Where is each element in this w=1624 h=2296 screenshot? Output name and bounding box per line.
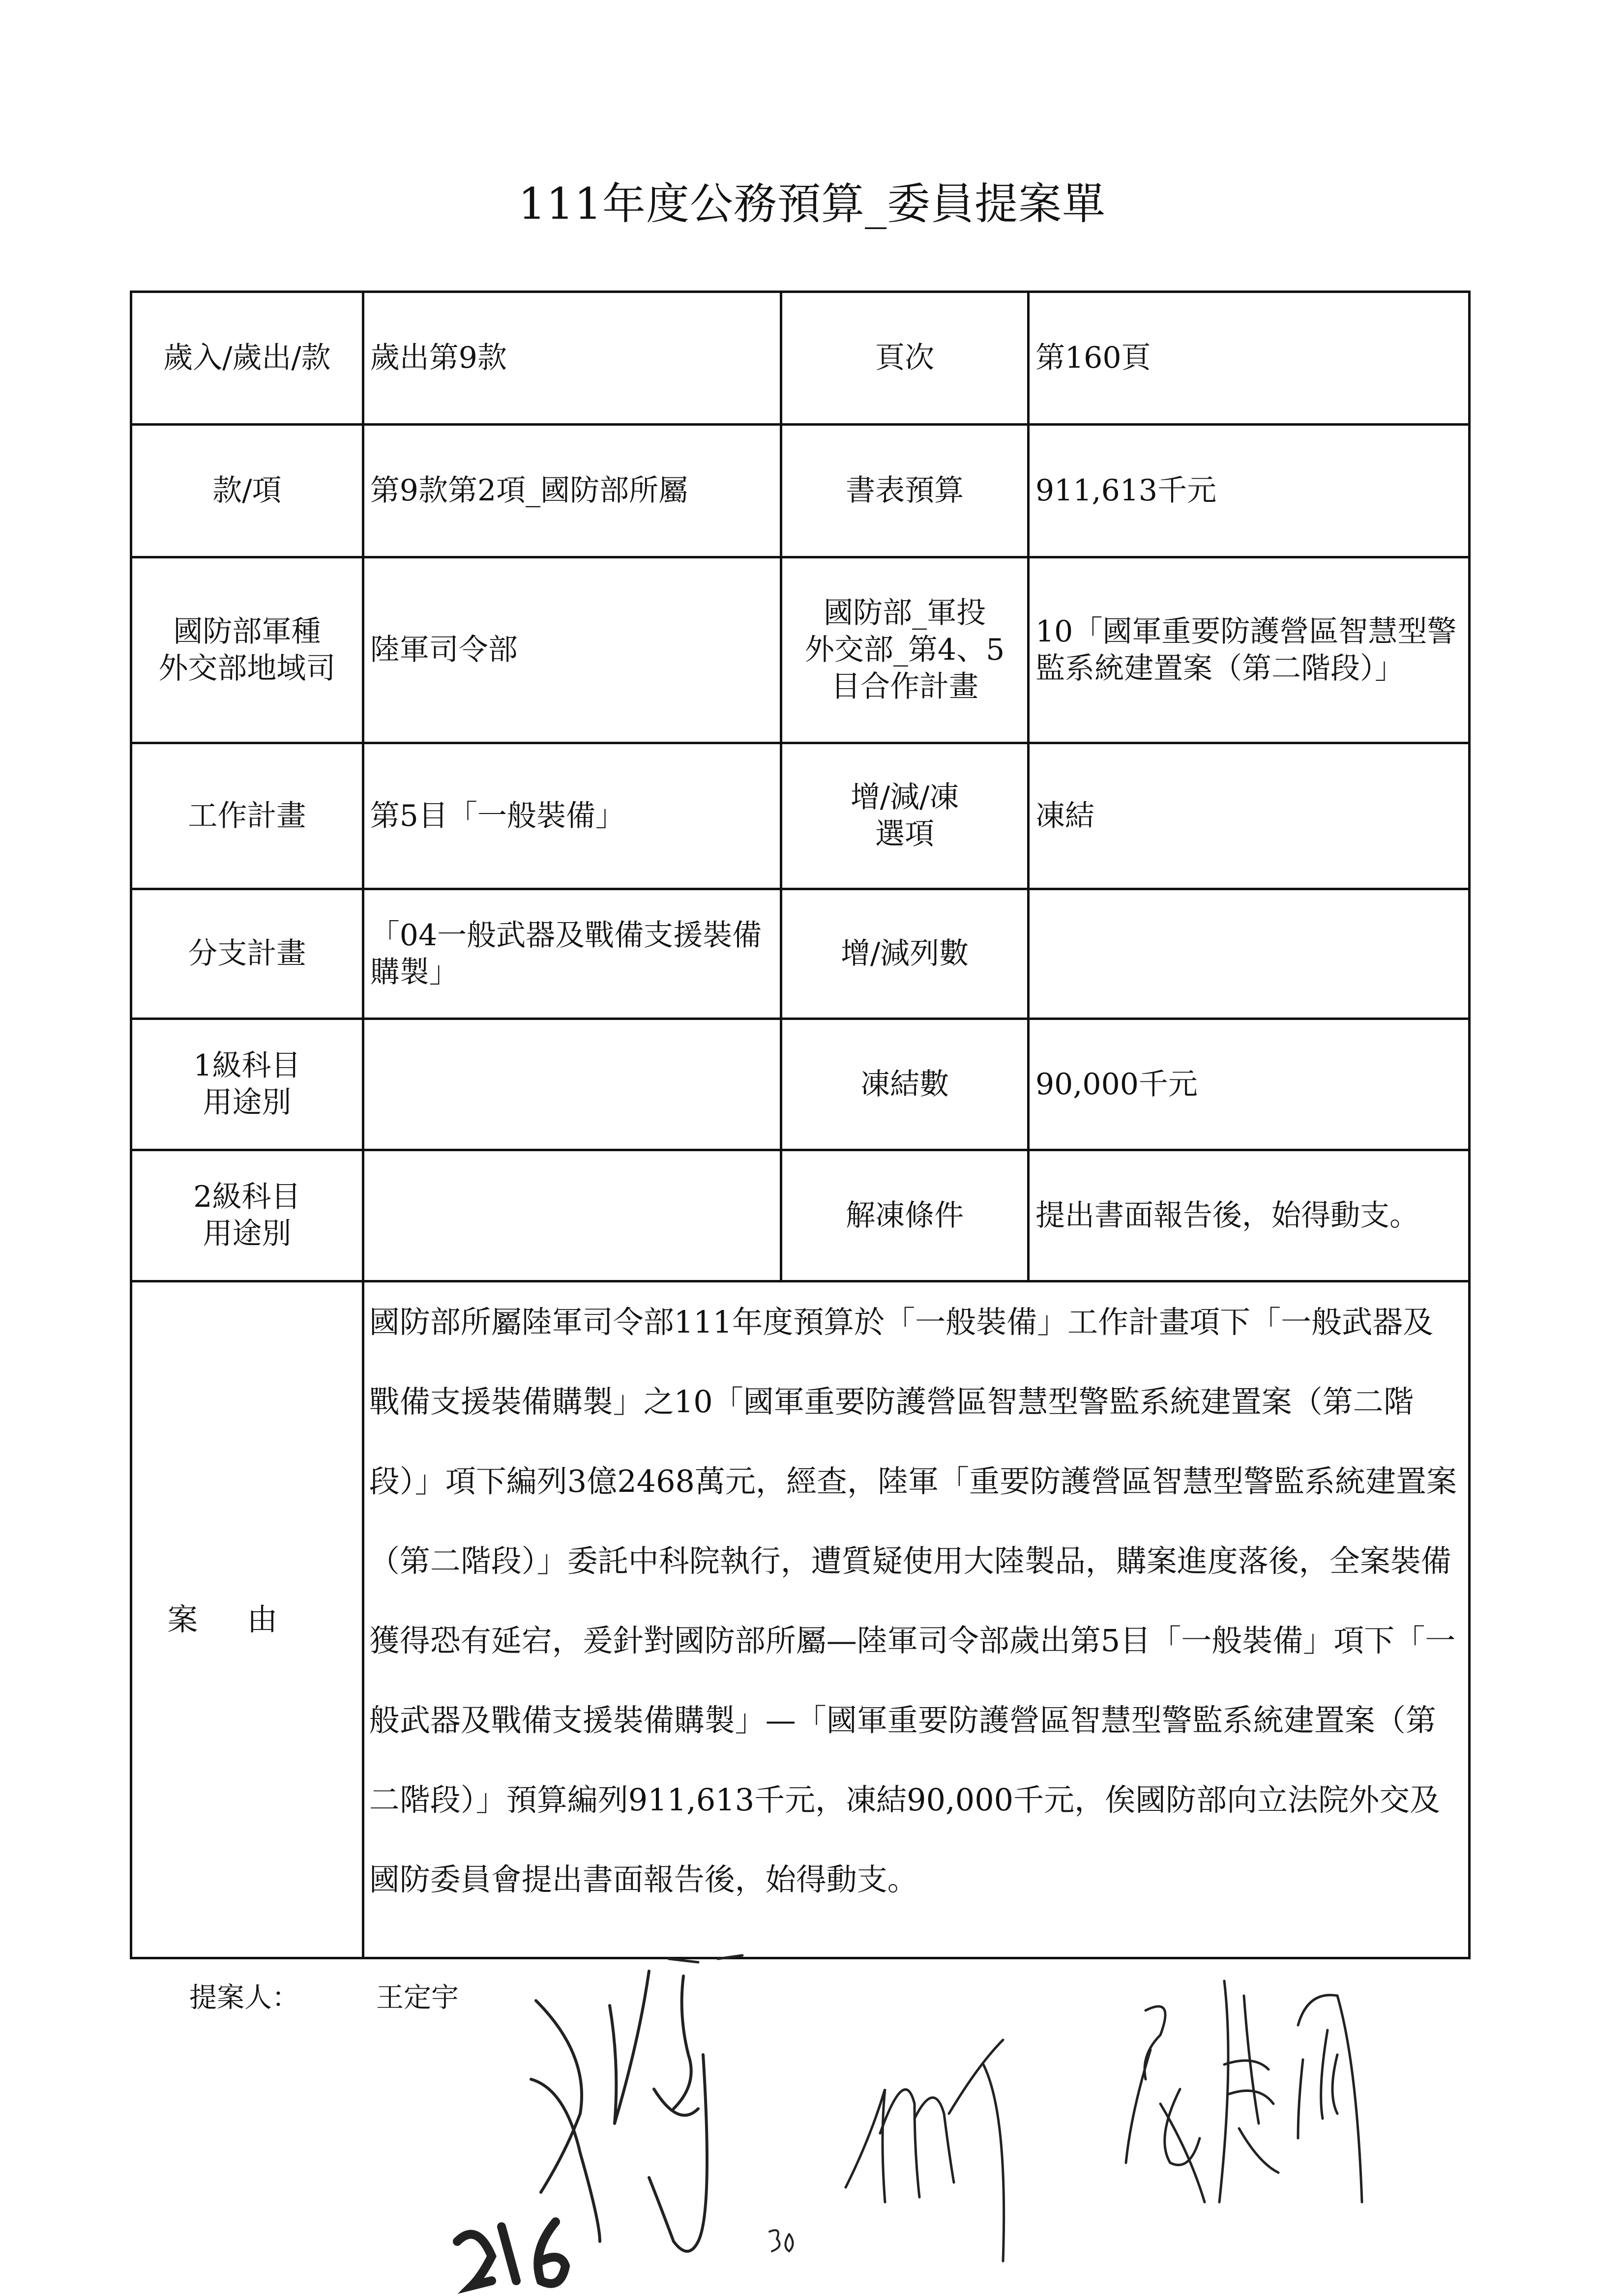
field-label: 增/減/凍 選項 <box>781 743 1029 889</box>
field-label: 頁次 <box>781 292 1029 425</box>
handwritten-number-216 <box>457 2222 565 2286</box>
page-title: 111年度公務預算_委員提案單 <box>518 178 1106 229</box>
field-value: 第160頁 <box>1028 292 1469 425</box>
field-value: 「04一般武器及戰備支援裝備購製」 <box>363 889 781 1019</box>
case-label: 案由 <box>131 1281 363 1958</box>
field-label: 1級科目 用途別 <box>131 1019 363 1150</box>
field-value: 90,000千元 <box>1028 1019 1469 1150</box>
field-label: 書表預算 <box>781 425 1029 557</box>
field-label: 2級科目 用途別 <box>131 1150 363 1281</box>
field-value: 凍結 <box>1028 743 1469 889</box>
field-value: 陸軍司令部 <box>363 557 781 743</box>
signature-3 <box>1126 1981 1362 2202</box>
case-text: 國防部所屬陸軍司令部111年度預算於「一般裝備」工作計畫項下「一般武器及戰備支援裝備購製」之10「國軍重要防護營區智慧型警監系統建置案（第二階段）」項下編列3億2468萬元，經查，陸軍「重要防護營區智慧型警監系統建置案（第二階段）」委託中科院執行，遭質疑使用大陸製品，購案進度落後，全案裝備獲得恐有延宕，爰針對國防部所屬—陸軍司令部歲出第5目「一般裝備」項下「一般武器及戰備支援裝備購製」—「國軍重要防護營區智慧型警監系統建置案（第二階段）」預算編列911,613千元，凍結90,000千元，俟國防部向立法院外交及國防委員會提出書面報告後，始得動支。 <box>363 1281 1469 1958</box>
field-label: 凍結數 <box>781 1019 1029 1150</box>
field-label: 工作計畫 <box>131 743 363 889</box>
field-value: 第5目「一般裝備」 <box>363 743 781 889</box>
field-value: 911,613千元 <box>1028 425 1469 557</box>
field-value: 提出書面報告後，始得動支。 <box>1028 1150 1469 1281</box>
proposer-label: 提案人： <box>189 1982 299 2014</box>
field-label: 解凍條件 <box>781 1150 1029 1281</box>
field-label: 歲入/歲出/款 <box>131 292 363 425</box>
signature-1 <box>531 1971 707 2251</box>
field-label: 分支計畫 <box>131 889 363 1019</box>
field-label: 增/減列數 <box>781 889 1029 1019</box>
proposer-name: 王定宇 <box>376 1982 459 2014</box>
field-label: 國防部_軍投 外交部_第4、5 目合作計畫 <box>781 557 1029 743</box>
field-value: 第9款第2項_國防部所屬 <box>363 425 781 557</box>
handwritten-number-30 <box>769 2230 793 2251</box>
scan-mark <box>669 1955 742 1962</box>
field-label: 款/項 <box>131 425 363 557</box>
field-value: 10「國軍重要防護營區智慧型警監系統建置案（第二階段）」 <box>1028 557 1469 743</box>
field-value: 歲出第9款 <box>363 292 781 425</box>
field-label: 國防部軍種 外交部地域司 <box>131 557 363 743</box>
signature-2 <box>846 2040 1004 2261</box>
